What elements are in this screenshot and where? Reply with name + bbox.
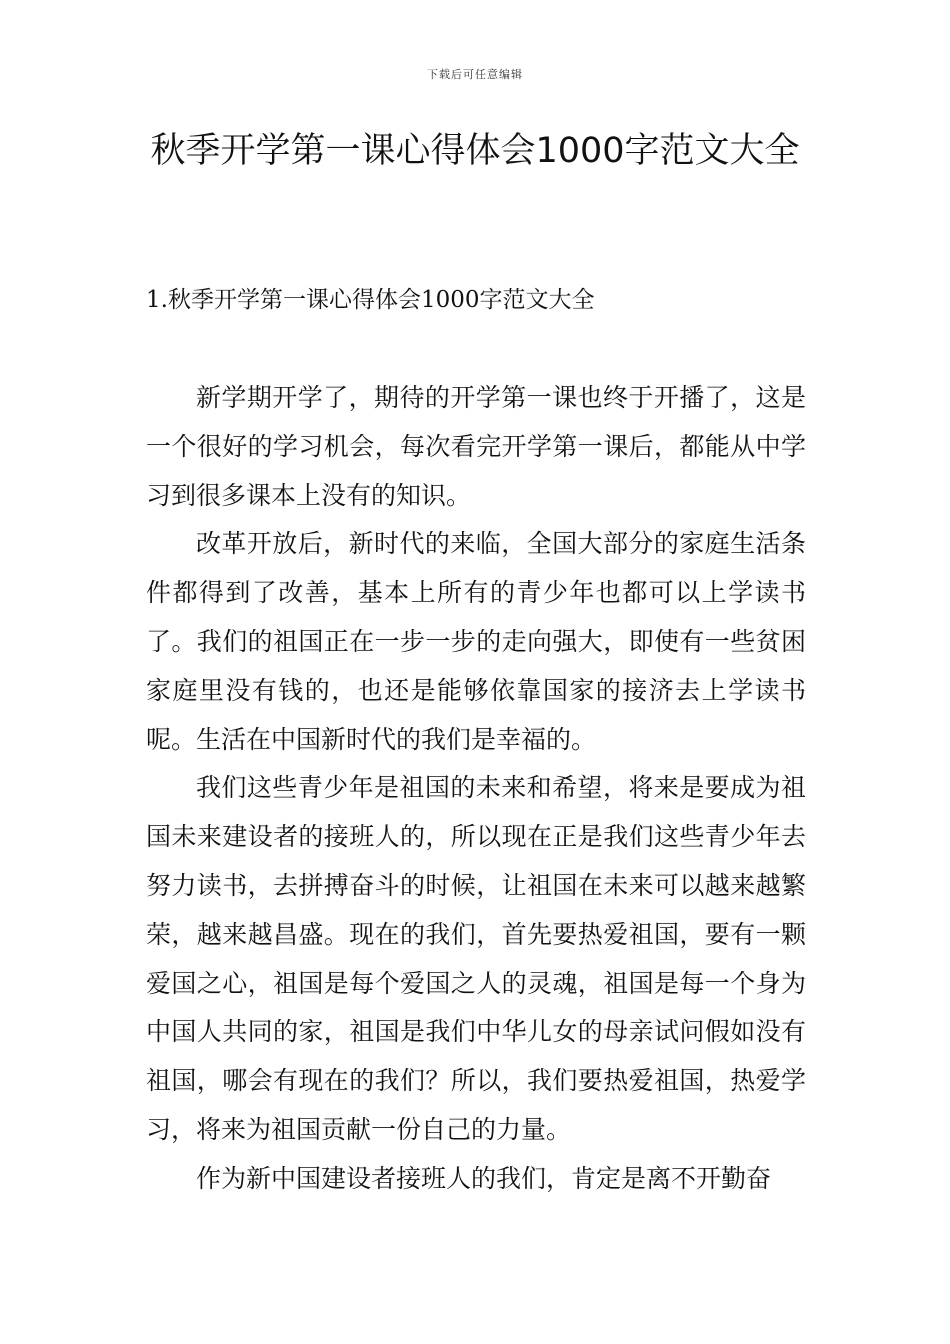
paragraph-3: 我们这些青少年是祖国的未来和希望，将来是要成为祖国未来建设者的接班人的，所以现在正是我们这些青少年去努力读书，去拼搏奋斗的时候，让祖国在未来可以越来越繁荣，越来越昌盛。现在的我们，首先要热爱祖国，要有一颗爱国之心，祖国是每个爱国之人的灵魂，祖国是每一个身为中国人共同的家，祖国是我们中华儿女的母亲试问假如没有祖国，哪会有现在的我们？所以，我们要热爱祖国，热爱学习，将来为祖国贡献一份自己的力量。	[146, 773, 806, 1144]
section-heading: 1.秋季开学第一课心得体会1000字范文大全	[146, 287, 595, 313]
paragraph-2: 改革开放后，新时代的来临，全国大部分的家庭生活条件都得到了改善，基本上所有的青少年也都可以上学读书了。我们的祖国正在一步一步的走向强大，即使有一些贫困家庭里没有钱的，也还是能够依靠国家的接济去上学读书呢。生活在中国新时代的我们是幸福的。	[146, 529, 806, 754]
document-body	[146, 374, 806, 1204]
paragraph-1: 新学期开学了，期待的开学第一课也终于开播了，这是一个很好的学习机会，每次看完开学第一课后，都能从中学习到很多课本上没有的知识。	[146, 383, 806, 510]
header-note: 下载后可任意编辑	[427, 68, 523, 81]
paragraph-4: 作为新中国建设者接班人的我们，肯定是离不开勤奋	[196, 1163, 772, 1193]
document-title: 秋季开学第一课心得体会1000字范文大全	[150, 131, 800, 171]
